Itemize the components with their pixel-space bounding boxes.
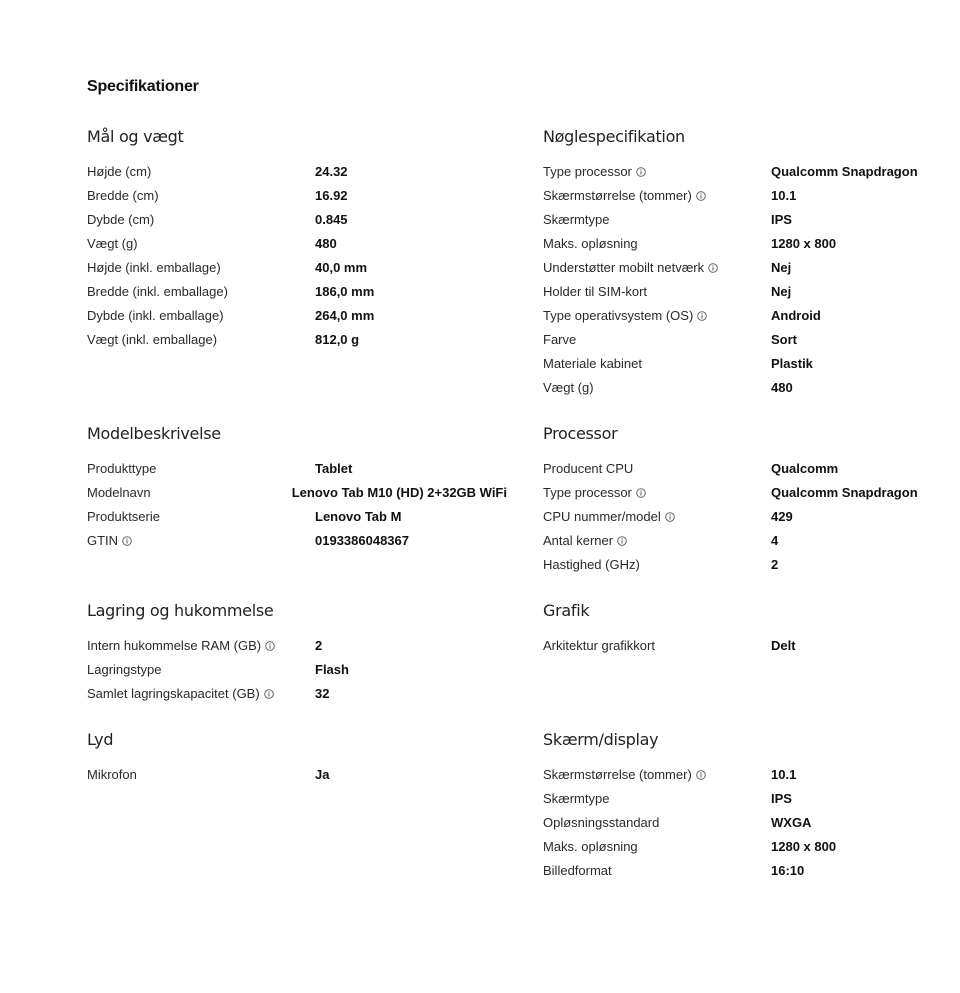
spec-value: Lenovo Tab M xyxy=(315,509,402,524)
spec-value: Qualcomm Snapdragon xyxy=(771,485,918,500)
spec-value: IPS xyxy=(771,212,792,227)
spec-value: Qualcomm Snapdragon xyxy=(771,164,918,179)
spec-value: 1280 x 800 xyxy=(771,839,837,854)
spec-value: Plastik xyxy=(771,356,813,371)
spec-row xyxy=(543,553,960,577)
spec-label-text: Intern hukommelse RAM (GB) xyxy=(87,638,262,653)
spec-label-text: Producent CPU xyxy=(543,461,634,476)
spec-label-text: Højde (inkl. emballage) xyxy=(87,260,221,275)
spec-label-text: Skærmtype xyxy=(543,212,610,227)
spec-label-text: Materiale kabinet xyxy=(543,356,642,371)
spec-value: 24.32 xyxy=(315,164,348,179)
spec-value: 16.92 xyxy=(315,188,348,203)
spec-label-text: Skærmstørrelse (tommer) xyxy=(543,188,692,203)
spec-label-text: Modelnavn xyxy=(87,485,151,500)
info-icon[interactable] xyxy=(696,191,706,201)
spec-label-text: Vægt (g) xyxy=(87,236,138,251)
spec-row xyxy=(87,763,507,787)
section-grafik xyxy=(543,600,960,658)
spec-row xyxy=(87,232,507,256)
spec-row xyxy=(543,505,960,529)
spec-label xyxy=(543,553,771,577)
spec-label-text: Maks. opløsning xyxy=(543,839,638,854)
spec-value: 16:10 xyxy=(771,863,805,878)
spec-row xyxy=(87,208,507,232)
spec-value: 264,0 mm xyxy=(315,308,375,323)
spec-label xyxy=(543,376,771,400)
spec-label-text: Arkitektur grafikkort xyxy=(543,638,655,653)
spec-label xyxy=(543,634,771,658)
spec-label xyxy=(543,505,771,529)
spec-label xyxy=(543,184,771,208)
spec-value: 40,0 mm xyxy=(315,260,368,275)
spec-label xyxy=(87,763,315,787)
spec-label xyxy=(87,280,315,304)
info-icon[interactable] xyxy=(665,512,675,522)
section-title: Processor xyxy=(543,424,618,443)
spec-value: 812,0 g xyxy=(315,332,360,347)
spec-value: 1280 x 800 xyxy=(771,236,837,251)
spec-label xyxy=(87,457,315,481)
spec-row xyxy=(543,529,960,553)
info-icon[interactable] xyxy=(122,536,132,546)
spec-row xyxy=(543,859,960,883)
section-lyd xyxy=(87,729,507,787)
spec-row xyxy=(543,787,960,811)
spec-label xyxy=(87,184,315,208)
info-icon[interactable] xyxy=(617,536,627,546)
spec-value: Sort xyxy=(771,332,797,347)
spec-value: 10.1 xyxy=(771,188,797,203)
spec-label xyxy=(543,481,771,505)
spec-label xyxy=(543,208,771,232)
spec-value: Delt xyxy=(771,638,796,653)
spec-label xyxy=(87,256,315,280)
spec-value: Qualcomm xyxy=(771,461,839,476)
spec-label xyxy=(87,304,315,328)
section-title: Lagring og hukommelse xyxy=(87,601,274,620)
spec-label xyxy=(87,208,315,232)
spec-label-text: Samlet lagringskapacitet (GB) xyxy=(87,686,260,701)
section-title: Lyd xyxy=(87,730,114,749)
spec-label-text: Holder til SIM-kort xyxy=(543,284,648,299)
spec-value: 0.845 xyxy=(315,212,348,227)
section-processor xyxy=(543,423,960,577)
spec-row xyxy=(87,328,507,352)
spec-row xyxy=(87,505,507,529)
spec-label-text: Maks. opløsning xyxy=(543,236,638,251)
section-title: Nøglespecifikation xyxy=(543,127,685,146)
spec-label xyxy=(543,763,771,787)
spec-row xyxy=(543,634,960,658)
spec-label xyxy=(87,529,315,553)
spec-value: 32 xyxy=(315,686,330,701)
section-lagring-og-hukommelse xyxy=(87,600,507,706)
spec-label xyxy=(543,328,771,352)
spec-row xyxy=(87,256,507,280)
spec-value: Nej xyxy=(771,284,792,299)
spec-label-text: Billedformat xyxy=(543,863,612,878)
spec-value: WXGA xyxy=(771,815,812,830)
spec-label-text: Vægt (g) xyxy=(543,380,594,395)
spec-label xyxy=(87,658,315,682)
spec-label xyxy=(87,232,315,256)
spec-value: Android xyxy=(771,308,821,323)
spec-label-text: Produkttype xyxy=(87,461,157,476)
info-icon[interactable] xyxy=(697,311,707,321)
info-icon[interactable] xyxy=(264,689,274,699)
spec-row xyxy=(543,256,960,280)
info-icon[interactable] xyxy=(708,263,718,273)
spec-value: Lenovo Tab M10 (HD) 2+32GB WiFi xyxy=(291,485,507,500)
spec-row xyxy=(87,529,507,553)
spec-row xyxy=(87,457,507,481)
info-icon[interactable] xyxy=(696,770,706,780)
spec-row xyxy=(543,481,960,505)
spec-label xyxy=(87,682,315,706)
page-title: Specifikationer xyxy=(87,78,199,95)
spec-value: 480 xyxy=(771,380,793,395)
spec-label-text: Farve xyxy=(543,332,577,347)
section-title: Mål og vægt xyxy=(87,127,184,146)
spec-label xyxy=(87,634,315,658)
spec-row xyxy=(543,160,960,184)
section-skaerm-display xyxy=(543,729,960,883)
spec-label xyxy=(543,232,771,256)
spec-label-text: Understøtter mobilt netværk xyxy=(543,260,705,275)
section-title: Modelbeskrivelse xyxy=(87,424,221,443)
spec-value: 2 xyxy=(771,557,779,572)
spec-label-text: Type operativsystem (OS) xyxy=(543,308,694,323)
spec-label-text: Bredde (inkl. emballage) xyxy=(87,284,228,299)
spec-label-text: Type processor xyxy=(543,164,632,179)
spec-label-text: Opløsningsstandard xyxy=(543,815,660,830)
section-title: Skærm/display xyxy=(543,730,659,749)
spec-row xyxy=(87,481,507,505)
spec-label xyxy=(543,160,771,184)
spec-value: 10.1 xyxy=(771,767,797,782)
info-icon[interactable] xyxy=(636,488,646,498)
spec-row xyxy=(87,304,507,328)
spec-label-text: Bredde (cm) xyxy=(87,188,159,203)
spec-label-text: Produktserie xyxy=(87,509,160,524)
section-maal-og-vaegt xyxy=(87,126,507,352)
spec-label xyxy=(543,457,771,481)
spec-value: 429 xyxy=(771,509,793,524)
spec-label-text: Skærmstørrelse (tommer) xyxy=(543,767,692,782)
spec-value: Flash xyxy=(315,662,349,677)
info-icon[interactable] xyxy=(636,167,646,177)
spec-value: 480 xyxy=(315,236,337,251)
spec-label xyxy=(87,328,315,352)
spec-label-text: Antal kerner xyxy=(543,533,614,548)
spec-label xyxy=(87,160,315,184)
spec-row xyxy=(87,160,507,184)
spec-value: 4 xyxy=(771,533,779,548)
spec-value: 0193386048367 xyxy=(315,533,409,548)
spec-label xyxy=(543,256,771,280)
section-noeglespecifikation xyxy=(543,126,960,400)
spec-label xyxy=(543,859,771,883)
spec-label xyxy=(543,280,771,304)
spec-label xyxy=(87,481,292,505)
spec-label xyxy=(543,811,771,835)
spec-row xyxy=(87,280,507,304)
spec-label xyxy=(543,352,771,376)
spec-value: IPS xyxy=(771,791,792,806)
spec-row xyxy=(543,811,960,835)
section-modelbeskrivelse xyxy=(87,423,507,553)
info-icon[interactable] xyxy=(265,641,275,651)
spec-value: Nej xyxy=(771,260,792,275)
spec-row xyxy=(543,763,960,787)
spec-label-text: Lagringstype xyxy=(87,662,162,677)
spec-label-text: GTIN xyxy=(87,533,119,548)
spec-row xyxy=(543,208,960,232)
spec-value: Tablet xyxy=(315,461,353,476)
spec-label xyxy=(87,505,315,529)
spec-label xyxy=(543,835,771,859)
section-title: Grafik xyxy=(543,601,590,620)
spec-label-text: Vægt (inkl. emballage) xyxy=(87,332,218,347)
spec-row xyxy=(543,328,960,352)
spec-label-text: Dybde (inkl. emballage) xyxy=(87,308,224,323)
spec-label xyxy=(543,787,771,811)
spec-label-text: Dybde (cm) xyxy=(87,212,155,227)
spec-row xyxy=(87,682,507,706)
spec-row xyxy=(543,376,960,400)
spec-value: 2 xyxy=(315,638,323,653)
spec-row xyxy=(543,280,960,304)
spec-row xyxy=(87,634,507,658)
spec-label-text: CPU nummer/model xyxy=(543,509,661,524)
spec-label xyxy=(543,529,771,553)
spec-label xyxy=(543,304,771,328)
spec-label-text: Mikrofon xyxy=(87,767,137,782)
spec-row xyxy=(543,457,960,481)
spec-row xyxy=(543,184,960,208)
spec-label-text: Hastighed (GHz) xyxy=(543,557,640,572)
spec-value: 186,0 mm xyxy=(315,284,375,299)
spec-label-text: Skærmtype xyxy=(543,791,610,806)
spec-row xyxy=(543,232,960,256)
spec-row xyxy=(543,304,960,328)
spec-row xyxy=(543,835,960,859)
spec-label-text: Højde (cm) xyxy=(87,164,152,179)
spec-label-text: Type processor xyxy=(543,485,632,500)
spec-row xyxy=(87,658,507,682)
spec-value: Ja xyxy=(315,767,330,782)
spec-row xyxy=(543,352,960,376)
spec-row xyxy=(87,184,507,208)
